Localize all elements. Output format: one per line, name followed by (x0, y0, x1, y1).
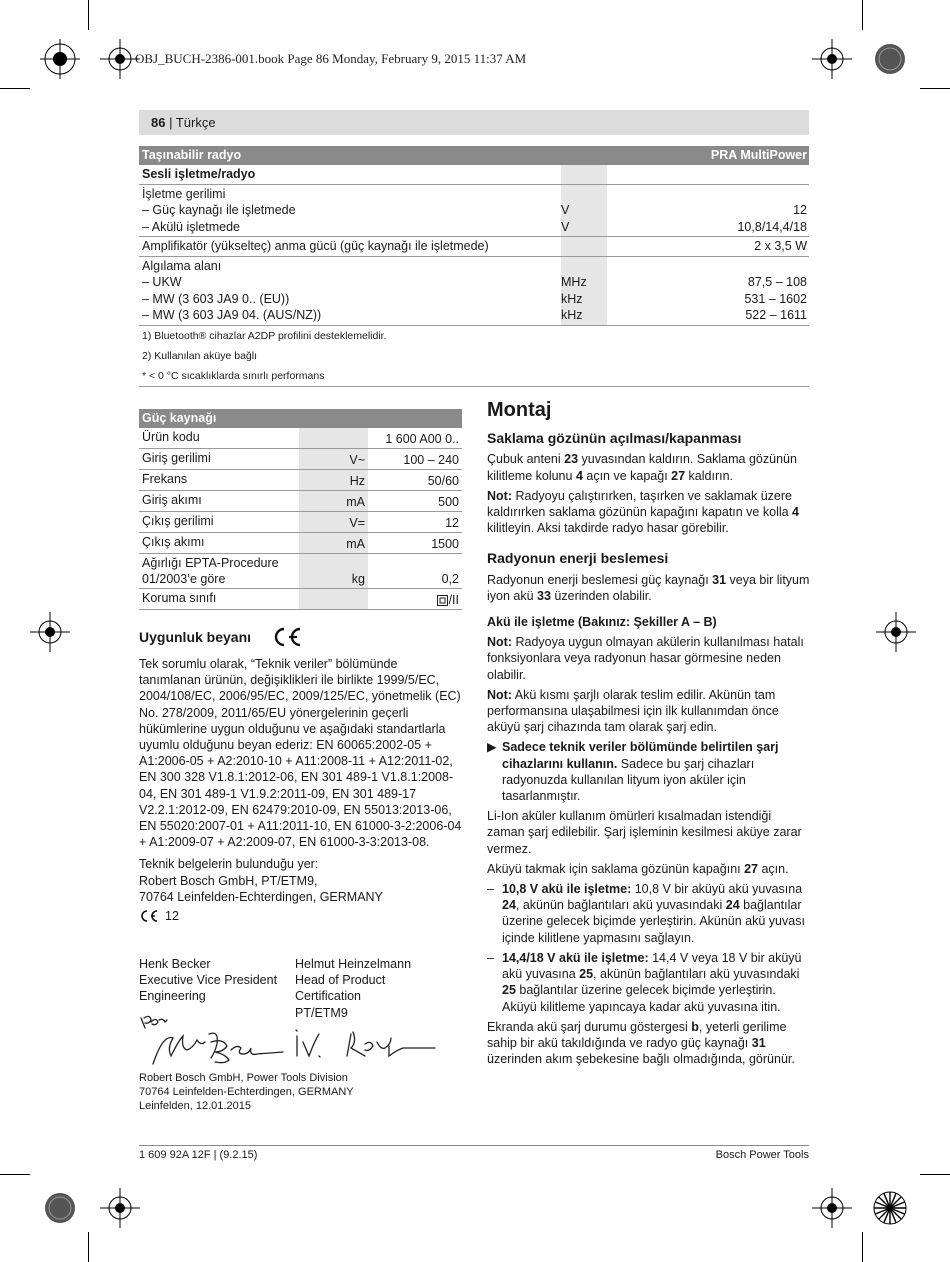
spec-value: 12 (793, 203, 807, 217)
spec-label: – Güç kaynağı ile işletmede (142, 203, 296, 217)
crop-mark (920, 88, 950, 89)
footer-divider (139, 1145, 809, 1146)
company-line: Robert Bosch GmbH, Power Tools Division (139, 1072, 348, 1084)
power-unit: mA (299, 533, 368, 553)
ce-number: 12 (165, 909, 179, 924)
power-unit: mA (299, 491, 368, 511)
registration-mark-icon (100, 1188, 140, 1228)
double-insulation-icon (437, 595, 448, 606)
spec-label: – UKW (142, 275, 182, 289)
list-item: – 10,8 V akü ile işletme: 10,8 V bir aküyü akü yuvasına 24, akünün bağlantıları akü yuvasındaki 24 bağlantılar üzerine gelecek biçimde yerleştirin. Akünün akü yuvası içinde kilitlene yapmasını sağlayın. (487, 882, 805, 945)
power-label: Koruma sınıfı (142, 591, 217, 605)
registration-mark-icon (40, 39, 80, 79)
tech-docs-line: Robert Bosch GmbH, PT/ETM9, (139, 873, 318, 888)
footnote: 1) Bluetooth® cihazlar A2DP profilini desteklemelidir. (142, 329, 387, 342)
crop-mark (88, 0, 89, 30)
page-header-separator: | (165, 115, 176, 130)
signer-title: Head of Product Certification (295, 973, 386, 1004)
power-label: Ağırlığı EPTA-Procedure 01/2003’e göre (142, 556, 279, 586)
list-item: – 14,4/18 V akü ile işletme: 14,4 V veya 18 V bir aküyü akü yuvasına 25, akünün bağlantıları akü yuvasındaki 25 bağlantılar üzerine gelecek biçimde yerleştirin. Aküyü kilitleme yapıncaya kadar akü yuvasına itin. (487, 950, 802, 1014)
crop-mark (920, 1174, 950, 1175)
battery-note-2: Not: Akü kısmı şarjlı olarak teslim edilir. Akünün tam performansına ulaşabilmesi için ilk kullanımdan önce aküyü şarj cihazında tam olarak şarj edin. (487, 687, 779, 735)
gray-target-icon (40, 1188, 80, 1228)
power-supply-table (139, 409, 462, 610)
spec-label: İşletme gerilimi (142, 186, 226, 201)
spec-label: Algılama alanı (142, 258, 222, 273)
print-header: OBJ_BUCH-2386-001.book Page 86 Monday, February 9, 2015 11:37 AM (135, 51, 527, 66)
spec-unit: V (561, 203, 570, 217)
power-value: 50/60 (427, 474, 459, 488)
liion-paragraph: Li-Ion aküler kullanım ömürleri kısalmadan istendiği zaman şarj edilebilir. Şarj işleminin kesilmesi aküye zarar vermez. (487, 809, 802, 856)
table-row (139, 257, 809, 326)
footer-brand: Bosch Power Tools (715, 1149, 809, 1161)
signer-name: Helmut Heinzelmann (295, 957, 412, 971)
ce-mark-icon (139, 909, 159, 923)
conformity-paragraph: Tek sorumlu olarak, “Teknik veriler” bölümünde tanımlanan ürünün, değişiklikleri ile birlikte 1999/5/EC, 2004/108/EC, 2006/95/EC, 2009/125/EC, yönetmelik (EC) No. 278/2009, 2011/65/EU yönergelerinin geçerli hükümlerine uygun olduğunu ve aşağıdaki standartlarla uyumlu olduğunu beyan ederiz: EN 60065:2002-05 + A1:2006-05 + A2:2010-10 + A11:2008-11 + A12:2011-02, EN 300 328 V1.8.1:2012-06, EN 301 489-1 V1.8.1:2008-04, EN 301 489-1 V1.9.2:2011-09, EN 301 489-17 V2.2.1:2012-09, EN 62479:2010-09, EN 55013:2013-06, EN 55020:2007-01 + A11:2011-10, EN 61000-3-2:2006-04 + A1:2009-07 + A2:2009-07, EN 61000-3-3:2013-08. (139, 657, 462, 850)
spec-table-subtitle-row (139, 165, 809, 185)
power-value: 1 600 A00 0.. (385, 432, 459, 446)
power-label: Çıkış gerilimi (142, 514, 214, 528)
signer-title: Executive Vice President (139, 973, 278, 988)
company-address (139, 1071, 354, 1113)
spec-value: 522 – 1611 (745, 308, 807, 322)
dash-marker: – (487, 950, 494, 965)
spec-table-title: Taşınabilir radyo (142, 148, 242, 162)
spec-unit: kHz (561, 291, 583, 306)
table-row (139, 428, 462, 449)
page-header (139, 110, 809, 135)
gray-target-icon (870, 39, 910, 79)
montaj-section (487, 399, 811, 1071)
power-unit: kg (299, 554, 368, 588)
montaj-title: Montaj (487, 399, 552, 421)
storage-paragraph: Çubuk anteni 23 yuvasından kaldırın. Saklama gözünün kilitleme kolunu 4 açın ve kapağı 27 kaldırın. (487, 452, 797, 483)
table-row (139, 449, 462, 470)
spec-unit: kHz (561, 308, 583, 322)
table-row (139, 533, 462, 554)
storage-note: Not: Radyoyu çalıştırırken, taşırken ve saklamak üzere kaldırırken saklama gözünün kapağını kapatın ve kolla 4 kilitleyin. Aksi takdirde radyo hasar görebilir. (487, 488, 799, 536)
spec-table-header (139, 146, 809, 165)
crop-mark (862, 0, 863, 30)
spec-table-model: PRA MultiPower (710, 148, 807, 162)
table-row (139, 589, 462, 610)
page-language: Türkçe (175, 115, 216, 130)
spec-value: 87,5 – 108 (747, 275, 807, 289)
dash-marker: – (487, 882, 494, 897)
spec-value: 2 x 3,5 W (754, 239, 807, 253)
tech-docs-line: Teknik belgelerin bulunduğu yer: (139, 857, 319, 872)
power-value: 12 (445, 516, 459, 530)
battery-note-1: Not: Radyoya uygun olmayan akülerin kullanılması hatalı fonksiyonlara veya radyonun hasar görmesine neden olabilir. (487, 635, 804, 682)
power-table-title: Güç kaynağı (139, 409, 462, 428)
table-row (139, 512, 462, 533)
table-row (139, 185, 809, 238)
registration-mark-icon (876, 612, 916, 652)
power-unit (299, 428, 368, 448)
battery-operation-title: Akü ile işletme (Bakınız: Şekiller A – B) (487, 615, 717, 630)
spec-unit: V (561, 219, 570, 234)
crop-mark (0, 88, 30, 89)
spec-table (139, 146, 809, 387)
table-row (139, 491, 462, 512)
spec-unit: MHz (561, 275, 587, 289)
conformity-section (139, 626, 462, 924)
power-value: 100 – 240 (403, 453, 459, 467)
power-label: Ürün kodu (142, 430, 200, 444)
registration-mark-icon (30, 612, 70, 652)
signer-dept: PT/ETM9 (295, 1005, 348, 1020)
energy-supply-paragraph: Radyonun enerji beslemesi güç kaynağı 31 veya bir lityum iyon akü 33 üzerinden olabilir. (487, 572, 810, 603)
power-label: Giriş akımı (142, 493, 202, 507)
handwritten-signatures (139, 1012, 459, 1072)
spec-label: – MW (3 603 JA9 04. (AUS/NZ)) (142, 308, 322, 322)
crop-mark (862, 1232, 863, 1262)
tech-docs-line: 70764 Leinfelden-Echterdingen, GERMANY (139, 889, 383, 904)
power-value: 1500 (431, 537, 459, 551)
spec-value: 10,8/14,4/18 (737, 219, 807, 234)
table-row (139, 554, 462, 589)
protection-class-value (368, 589, 462, 609)
signer-dept: Engineering (139, 989, 206, 1004)
power-unit: Hz (299, 470, 368, 490)
table-row (139, 470, 462, 491)
footnote: * < 0 °C sıcaklıklarda sınırlı performans (139, 366, 809, 387)
protection-class-text: /II (448, 593, 459, 607)
power-label: Çıkış akımı (142, 535, 205, 549)
spec-value: 531 – 1602 (744, 291, 807, 306)
energy-supply-title: Radyonun enerji beslemesi (487, 550, 669, 567)
storage-compartment-title: Saklama gözünün açılması/kapanması (487, 430, 742, 447)
registration-mark-icon (100, 39, 140, 79)
power-unit: V= (299, 512, 368, 532)
open-cover-paragraph: Aküyü takmak için saklama gözünün kapağını 27 açın. (487, 861, 789, 876)
footnote: 2) Kullanılan aküye bağlı (142, 349, 257, 362)
signer-name: Henk Becker (139, 957, 211, 971)
power-unit: V~ (299, 449, 368, 469)
registration-mark-icon (812, 39, 852, 79)
registration-mark-icon (812, 1188, 852, 1228)
company-line: 70764 Leinfelden-Echterdingen, GERMANY (139, 1086, 354, 1098)
power-label: Giriş gerilimi (142, 451, 211, 465)
power-value: 500 (438, 495, 459, 509)
charger-warning: ▶ Sadece teknik veriler bölümünde belirtilen şarj cihazlarını kullanın. Sadece bu şarj cihazları radyonuzda kullanılan lityum iyon aküler için tasarlanmıştır. (487, 740, 779, 804)
footer-doc-number: 1 609 92A 12F | (9.2.15) (139, 1149, 258, 1161)
crop-mark (0, 1174, 30, 1175)
radial-target-icon (870, 1188, 910, 1228)
charge-indicator-paragraph: Ekranda akü şarj durumu göstergesi b, yeterli gerilime sahip bir akü takıldığında ve radyo güç kaynağı 31 üzerinden akım şebekesine bağlı olmadığında, görünür. (487, 1019, 795, 1067)
spec-label: Amplifikatör (yükselteç) anma gücü (güç kaynağı ile işletmede) (142, 239, 489, 253)
crop-mark (88, 1232, 89, 1262)
conformity-title: Uygunluk beyanı (139, 628, 252, 645)
ce-mark-icon (271, 626, 303, 648)
page-number: 86 (151, 115, 166, 130)
power-label: Frekans (142, 472, 188, 486)
company-line: Leinfelden, 12.01.2015 (139, 1100, 251, 1112)
spec-table-subtitle: Sesli işletme/radyo (142, 167, 256, 181)
power-value: 0,2 (441, 572, 459, 586)
spec-label: – MW (3 603 JA9 0.. (EU)) (142, 291, 290, 306)
arrow-bullet-icon: ▶ (487, 740, 497, 755)
spec-label: – Akülü işletmede (142, 219, 240, 234)
table-row (139, 237, 809, 257)
